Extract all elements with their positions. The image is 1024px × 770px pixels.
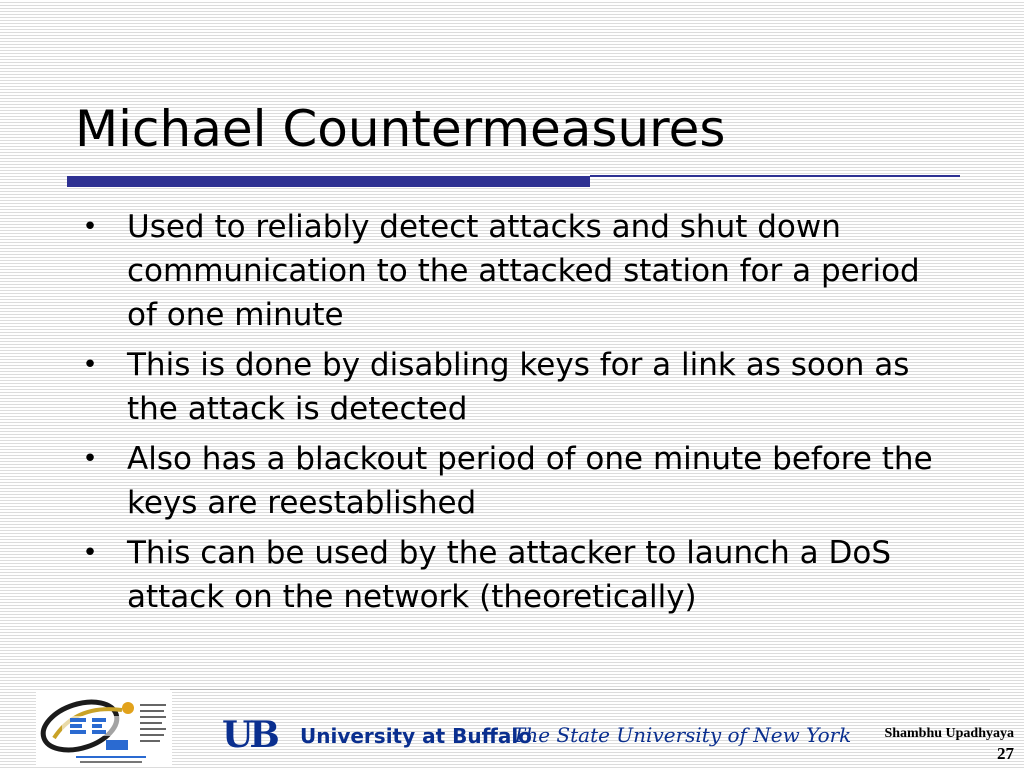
bullet-item — [75, 205, 955, 337]
ub-logo-icon — [218, 712, 852, 756]
university-name: University at Buffalo — [300, 724, 532, 748]
bullet-text: Also has a blackout period of one minute before the keys are reestablished — [127, 441, 933, 521]
bullet-marker: • — [82, 350, 98, 380]
bullet-item — [75, 343, 955, 431]
title-underline-thick — [67, 176, 590, 187]
bullet-marker: • — [82, 212, 98, 242]
bullet-text: Used to reliably detect attacks and shut down communication to the attacked station for a period of one minute — [127, 209, 920, 333]
university-tagline: The State University of New York — [512, 723, 852, 747]
title-underline-thin — [590, 175, 960, 177]
bullet-text: This is done by disabling keys for a link as soon as the attack is detected — [127, 347, 910, 427]
author-name: Shambhu Upadhyaya — [884, 726, 1014, 741]
cesr-logo-icon — [36, 690, 172, 766]
slide-title: Michael Countermeasures — [75, 100, 726, 158]
footer-divider — [170, 689, 990, 690]
bullet-item — [75, 437, 955, 525]
bullet-marker: • — [82, 444, 98, 474]
bullet-list — [75, 205, 955, 625]
bullet-text: This can be used by the attacker to launch a DoS attack on the network (theoretically) — [127, 535, 892, 615]
ub-mark: UB — [222, 714, 276, 756]
bullet-marker: • — [82, 538, 98, 568]
bullet-item — [75, 531, 955, 619]
page-number: 27 — [997, 744, 1014, 763]
